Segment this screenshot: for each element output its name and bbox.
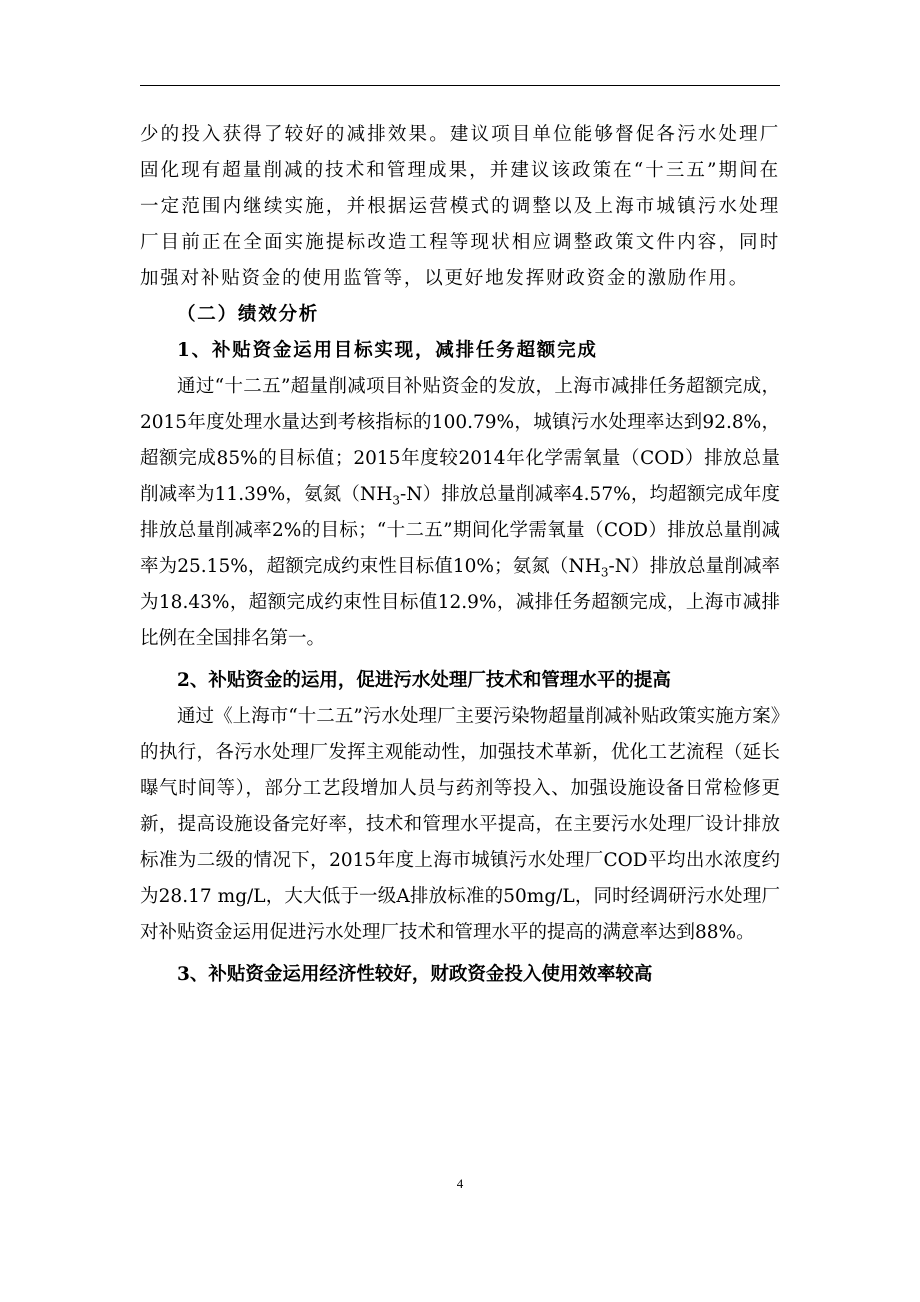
- paragraph-emission-reduction-part-2: -N）排放总量削减率4.57%，均超额完成年度排放总量削减率2%的目标；“十二五”期间化学需氧量（COD）排放总量削减率为25.15%，超额完成约束性目标值10%；氨氮（NH: [140, 484, 780, 577]
- paragraph-emission-reduction-part-1: 通过“十二五”超量削减项目补贴资金的发放，上海市减排任务超额完成，2015年度处理水量达到考核指标的100.79%，城镇污水处理率达到92.8%，超额完成85%的目标值；2015年度较2014年化学需氧量（COD）排放总量削减率为11.39%，氨氮（NH: [140, 376, 780, 505]
- section-heading-performance-analysis: （二）绩效分析: [177, 304, 320, 325]
- subscript-3-first: 3: [392, 493, 400, 508]
- paragraph-technology-management: 通过《上海市“十二五”污水处理厂主要污染物超量削减补贴政策实施方案》的执行，各污水处理厂发挥主观能动性，加强技术革新，优化工艺流程（延长曝气时间等），部分工艺段增加人员与药剂等投入、加强设施设备日常检修更新，提高设施设备完好率，技术和管理水平提高，在主要污水处理厂设计排放标准为二级的情况下，2015年度上海市城镇污水处理厂COD平均出水浓度约为28.17 mg/L，大大低于一级A排放标准的50mg/L，同时经调研污水处理厂对补贴资金运用促进污水处理厂技术和管理水平的提高的满意率达到88%。: [140, 706, 780, 943]
- continuation-paragraph: 少的投入获得了较好的减排效果。建议项目单位能够督促各污水处理厂固化现有超量削减的技术和管理成果，并建议该政策在“十三五”期间在一定范围内继续实施，并根据运营模式的调整以及上海市城镇污水处理厂目前正在全面实施提标改造工程等现状相应调整政策文件内容，同时加强对补贴资金的使用监管等，以更好地发挥财政资金的激励作用。: [140, 124, 780, 289]
- subheading-1: 1、补贴资金运用目标实现，减排任务超额完成: [177, 340, 598, 361]
- paragraph-emission-reduction-part-3: -N）排放总量削减率为18.43%，超额完成约束性目标值12.9%，减排任务超额完成，上海市减排比例在全国排名第一。: [140, 556, 780, 649]
- subheading-3: 3、补贴资金运用经济性较好，财政资金投入使用效率较高: [177, 964, 653, 985]
- document-body: [140, 117, 780, 993]
- page-number: 4: [456, 1176, 464, 1191]
- subscript-3-second: 3: [600, 565, 609, 580]
- paragraph-emission-reduction: [140, 369, 780, 657]
- header-rule: [140, 85, 780, 86]
- subheading-2: 2、补贴资金的运用，促进污水处理厂技术和管理水平的提高: [177, 670, 671, 691]
